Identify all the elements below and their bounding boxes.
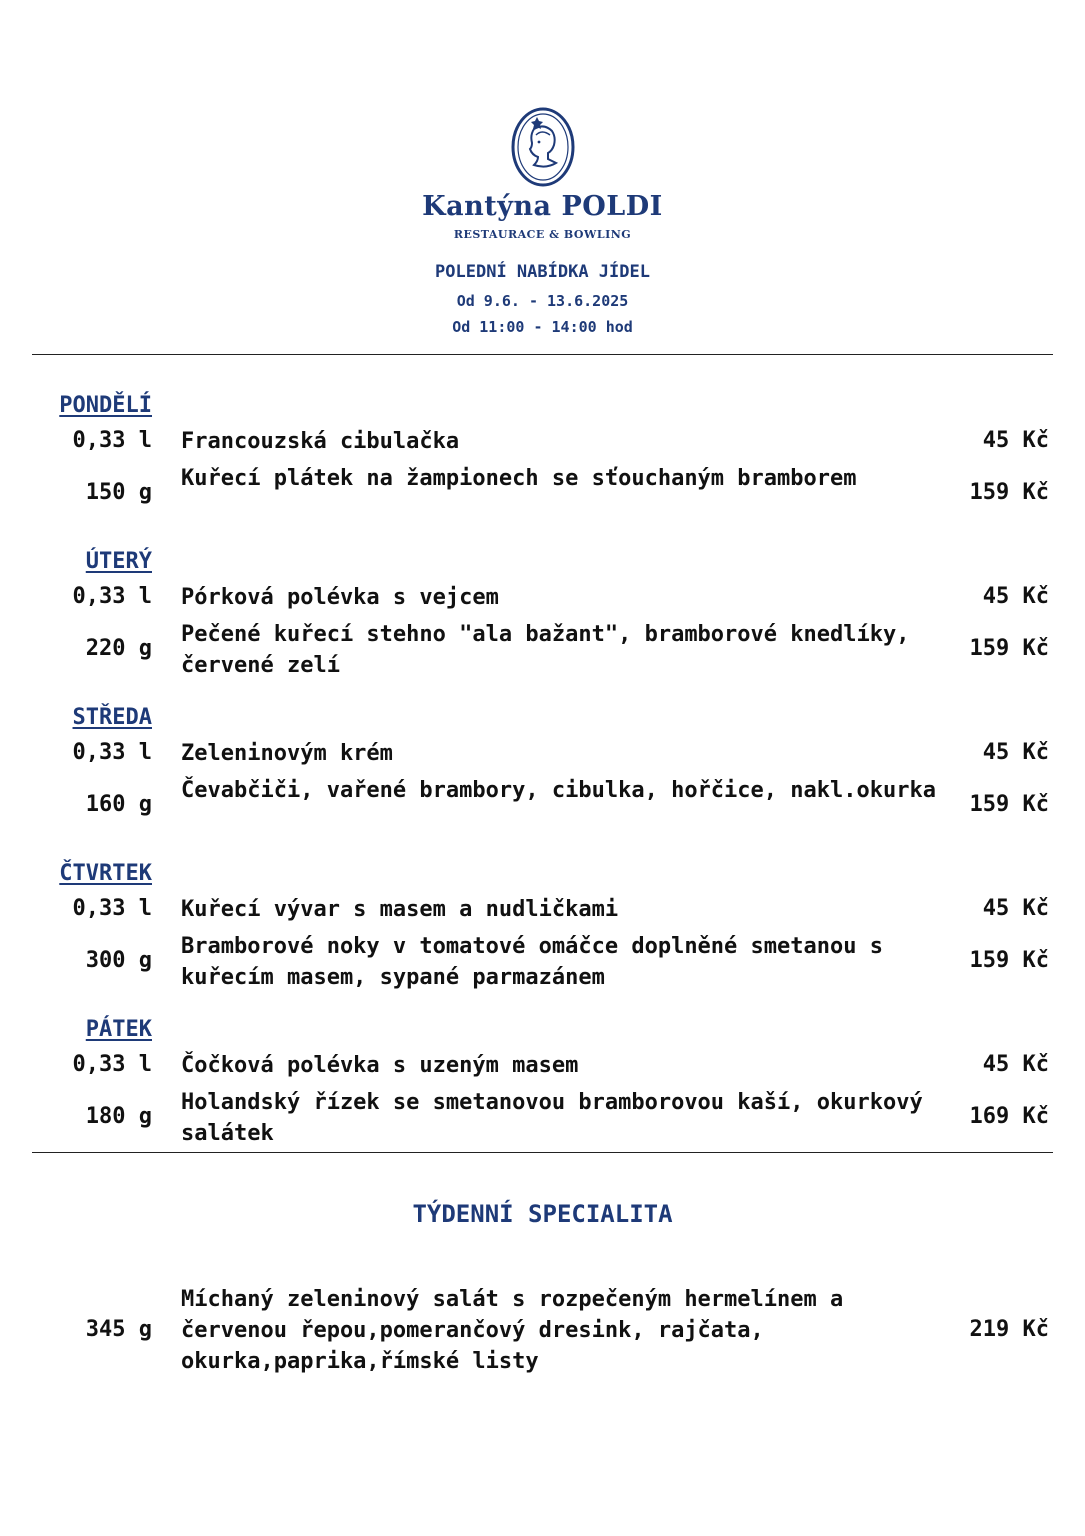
item-price: 159 Kč (969, 480, 1049, 505)
dish-name: Francouzská cibulačka (181, 429, 460, 454)
dish-name: Bramborové noky v tomatové omáčce doplněné smetanou s kuřecím masem, sypané parmazánem (181, 934, 883, 990)
day-heading-tuesday: ÚTERÝ (85, 549, 152, 574)
brand-name: Kantýna POLDI (422, 191, 663, 222)
item-quantity: 300 g (85, 948, 152, 973)
cameo-woman-portrait-icon (510, 105, 576, 189)
day-heading-wednesday: STŘEDA (72, 705, 152, 730)
dish-name: Kuřecí plátek na žampionech se sťouchaným bramborem (181, 466, 857, 491)
day-heading-monday: PONDĚLÍ (59, 393, 152, 418)
item-price: 159 Kč (969, 636, 1049, 661)
dish-name: Kuřecí vývar s masem a nudličkami (181, 897, 619, 922)
item-quantity: 0,33 l (72, 740, 152, 765)
special-price: 219 Kč (969, 1317, 1049, 1342)
day-heading-thursday: ČTVRTEK (59, 861, 152, 886)
item-price: 45 Kč (982, 428, 1049, 453)
day-heading-friday: PÁTEK (85, 1017, 152, 1042)
item-price: 45 Kč (982, 584, 1049, 609)
dish-name: Čevabčiči, vařené brambory, cibulka, hořčice, nakl.okurka (181, 778, 936, 803)
item-quantity: 150 g (85, 480, 152, 505)
dish-name: Čočková polévka s uzeným masem (181, 1053, 579, 1078)
menu-title: POLEDNÍ NABÍDKA JÍDEL (435, 262, 650, 282)
item-quantity: 160 g (85, 792, 152, 817)
item-quantity: 0,33 l (72, 896, 152, 921)
special-quantity: 345 g (85, 1317, 152, 1342)
divider-bottom (32, 1152, 1053, 1153)
menu-hours: Od 11:00 - 14:00 hod (452, 318, 633, 336)
special-title: TÝDENNÍ SPECIALITA (412, 1200, 673, 1228)
menu-header (0, 260, 1085, 340)
brand-header (0, 105, 1085, 241)
item-quantity: 0,33 l (72, 428, 152, 453)
dish-name: Pórková polévka s vejcem (181, 585, 499, 610)
brand-subtitle: RESTAURACE & BOWLING (453, 228, 632, 241)
item-price: 45 Kč (982, 1052, 1049, 1077)
item-price: 169 Kč (969, 1104, 1049, 1129)
dish-name: Zeleninovým krém (181, 741, 393, 766)
item-quantity: 0,33 l (72, 584, 152, 609)
item-quantity: 220 g (85, 636, 152, 661)
dish-name: Holandský řízek se smetanovou bramborovou kaší, okurkový salátek (181, 1090, 923, 1146)
item-quantity: 0,33 l (72, 1052, 152, 1077)
dish-name: Pečené kuřecí stehno "ala bažant", bramborové knedlíky, červené zelí (181, 622, 910, 678)
item-price: 159 Kč (969, 948, 1049, 973)
item-price: 45 Kč (982, 896, 1049, 921)
item-price: 45 Kč (982, 740, 1049, 765)
item-quantity: 180 g (85, 1104, 152, 1129)
special-dish: Míchaný zeleninový salát s rozpečeným hermelínem a červenou řepou,pomerančový dresink, rajčata, okurka,paprika,římské listy (181, 1287, 844, 1374)
item-price: 159 Kč (969, 792, 1049, 817)
divider-top (32, 354, 1053, 355)
menu-dates: Od 9.6. - 13.6.2025 (456, 292, 629, 310)
